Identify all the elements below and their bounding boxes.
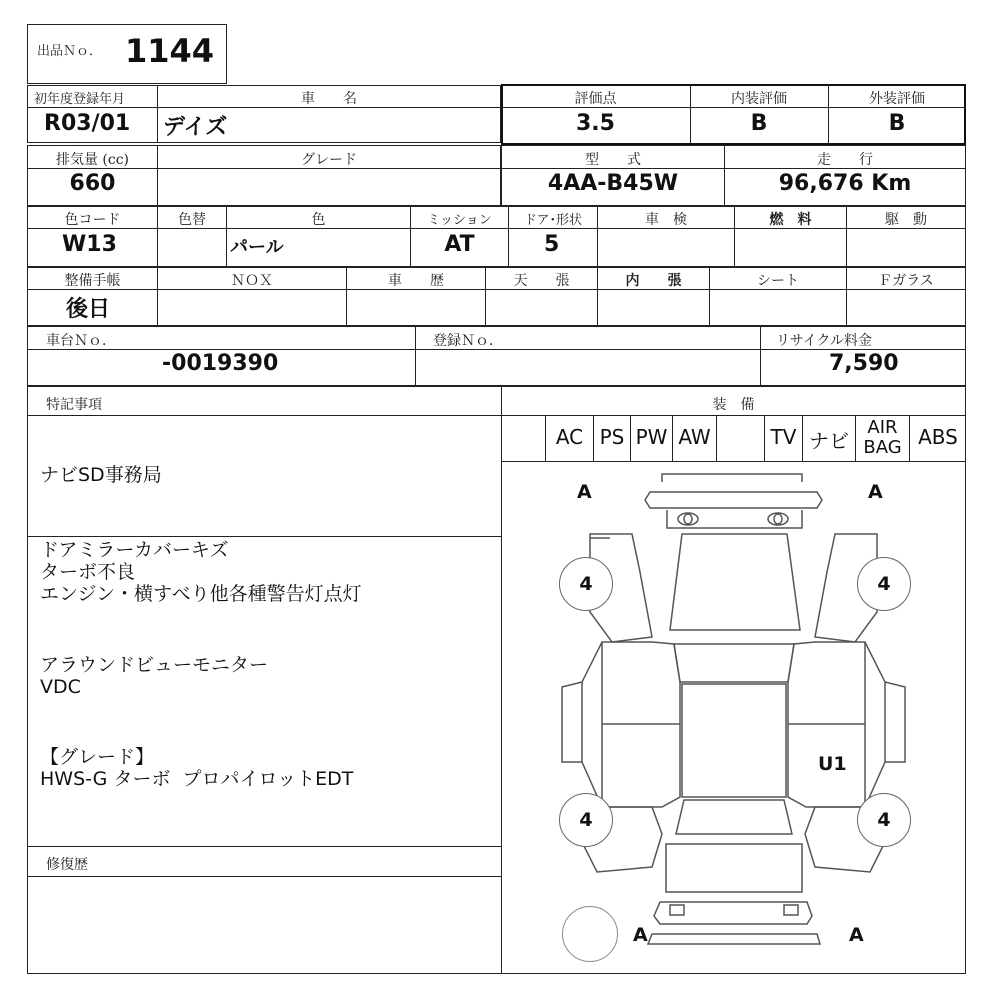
equip-aw: AW <box>678 425 711 449</box>
equip-abs: ABS <box>918 425 958 449</box>
tire-rear-right: 4 <box>857 793 911 847</box>
model-label: 型 式 <box>585 152 641 168</box>
inspection-label: 車 検 <box>645 212 687 228</box>
chassis-label: 車台Ｎｏ． <box>46 333 116 349</box>
tire-front-right: 4 <box>857 557 911 611</box>
grade-label: グレード <box>301 152 357 168</box>
mission-value: AT <box>444 232 475 257</box>
drive-label: 駆 動 <box>885 212 927 228</box>
mark-rear-right: A <box>849 924 864 946</box>
color-label: 色 <box>311 212 326 228</box>
repair-history-label: 修復歴 <box>46 857 88 873</box>
nox-label: ＮＯＸ <box>231 273 273 289</box>
equip-airbag: AIR BAG <box>863 417 902 458</box>
damage-mark-u1: U1 <box>818 753 847 775</box>
car-name-value: デイズ <box>163 115 228 140</box>
color-code-value: W13 <box>62 232 117 257</box>
mark-front-right: A <box>868 481 883 503</box>
mark-front-left: A <box>577 481 592 503</box>
notes-label: 特記事項 <box>46 397 102 413</box>
notes-block-3: アラウンドビューモニター VDC <box>40 654 269 698</box>
displacement-label: 排気量 (cc) <box>55 152 130 168</box>
equip-tv: TV <box>770 425 797 449</box>
mark-rear-left: A <box>633 924 648 946</box>
color-value: パール <box>230 237 284 258</box>
equip-ps: PS <box>599 425 625 449</box>
notes-block-2: ドアミラーカバーキズ ターボ不良 エンジン・横すべり他各種警告灯点灯 <box>40 539 362 605</box>
spare-tire <box>562 906 618 962</box>
notes-block-4: 【グレード】 HWS-G ターボ プロパイロットEDT <box>40 746 354 790</box>
door-label: ドア･形状 <box>523 213 583 228</box>
equip-ac: AC <box>555 425 584 449</box>
fglass-label: Ｆガラス <box>878 273 934 289</box>
recycle-value: 7,590 <box>829 351 899 376</box>
score-value: 3.5 <box>576 111 615 136</box>
displacement-value: 660 <box>69 171 116 196</box>
interior-trim-label: 内 張 <box>625 273 682 289</box>
roof-label: 天 張 <box>513 273 570 289</box>
mileage-label: 走 行 <box>817 152 873 168</box>
interior-value: B <box>750 111 768 136</box>
exterior-value: B <box>888 111 906 136</box>
equip-pw: PW <box>635 425 668 449</box>
first-reg-label: 初年度登録年月 <box>34 92 126 107</box>
lot-label: 出品Ｎｏ． <box>37 44 103 59</box>
car-diagram <box>502 462 965 973</box>
interior-label: 内装評価 <box>731 91 787 107</box>
mission-label: ミッション <box>427 213 492 228</box>
first-reg-value: R03/01 <box>44 111 131 136</box>
fuel-label: 燃 料 <box>769 212 812 228</box>
equip-navi: ナビ <box>809 429 849 453</box>
repaint-label: 色替 <box>178 212 206 228</box>
color-code-label: 色コード <box>64 212 121 228</box>
chassis-value: -0019390 <box>162 351 279 376</box>
equipment-row <box>501 416 966 461</box>
lot-number: 1144 <box>125 32 215 70</box>
door-value: 5 <box>544 232 560 257</box>
mileage-value: 96,676 Km <box>778 171 912 196</box>
seat-label: シート <box>757 273 799 289</box>
tire-front-left: 4 <box>559 557 613 611</box>
history-label: 車 歴 <box>388 273 444 289</box>
reg-label: 登録Ｎｏ． <box>433 333 503 349</box>
car-name-label: 車 名 <box>301 91 357 107</box>
manual-label: 整備手帳 <box>64 273 121 289</box>
score-label: 評価点 <box>574 91 617 107</box>
manual-value: 後日 <box>66 297 111 322</box>
recycle-label: リサイクル料金 <box>776 333 873 349</box>
equipment-label: 装 備 <box>712 397 755 413</box>
tire-rear-left: 4 <box>559 793 613 847</box>
model-value: 4AA-B45W <box>547 171 679 196</box>
exterior-label: 外装評価 <box>869 91 925 107</box>
notes-line-1: ナビSD事務局 <box>40 464 162 486</box>
